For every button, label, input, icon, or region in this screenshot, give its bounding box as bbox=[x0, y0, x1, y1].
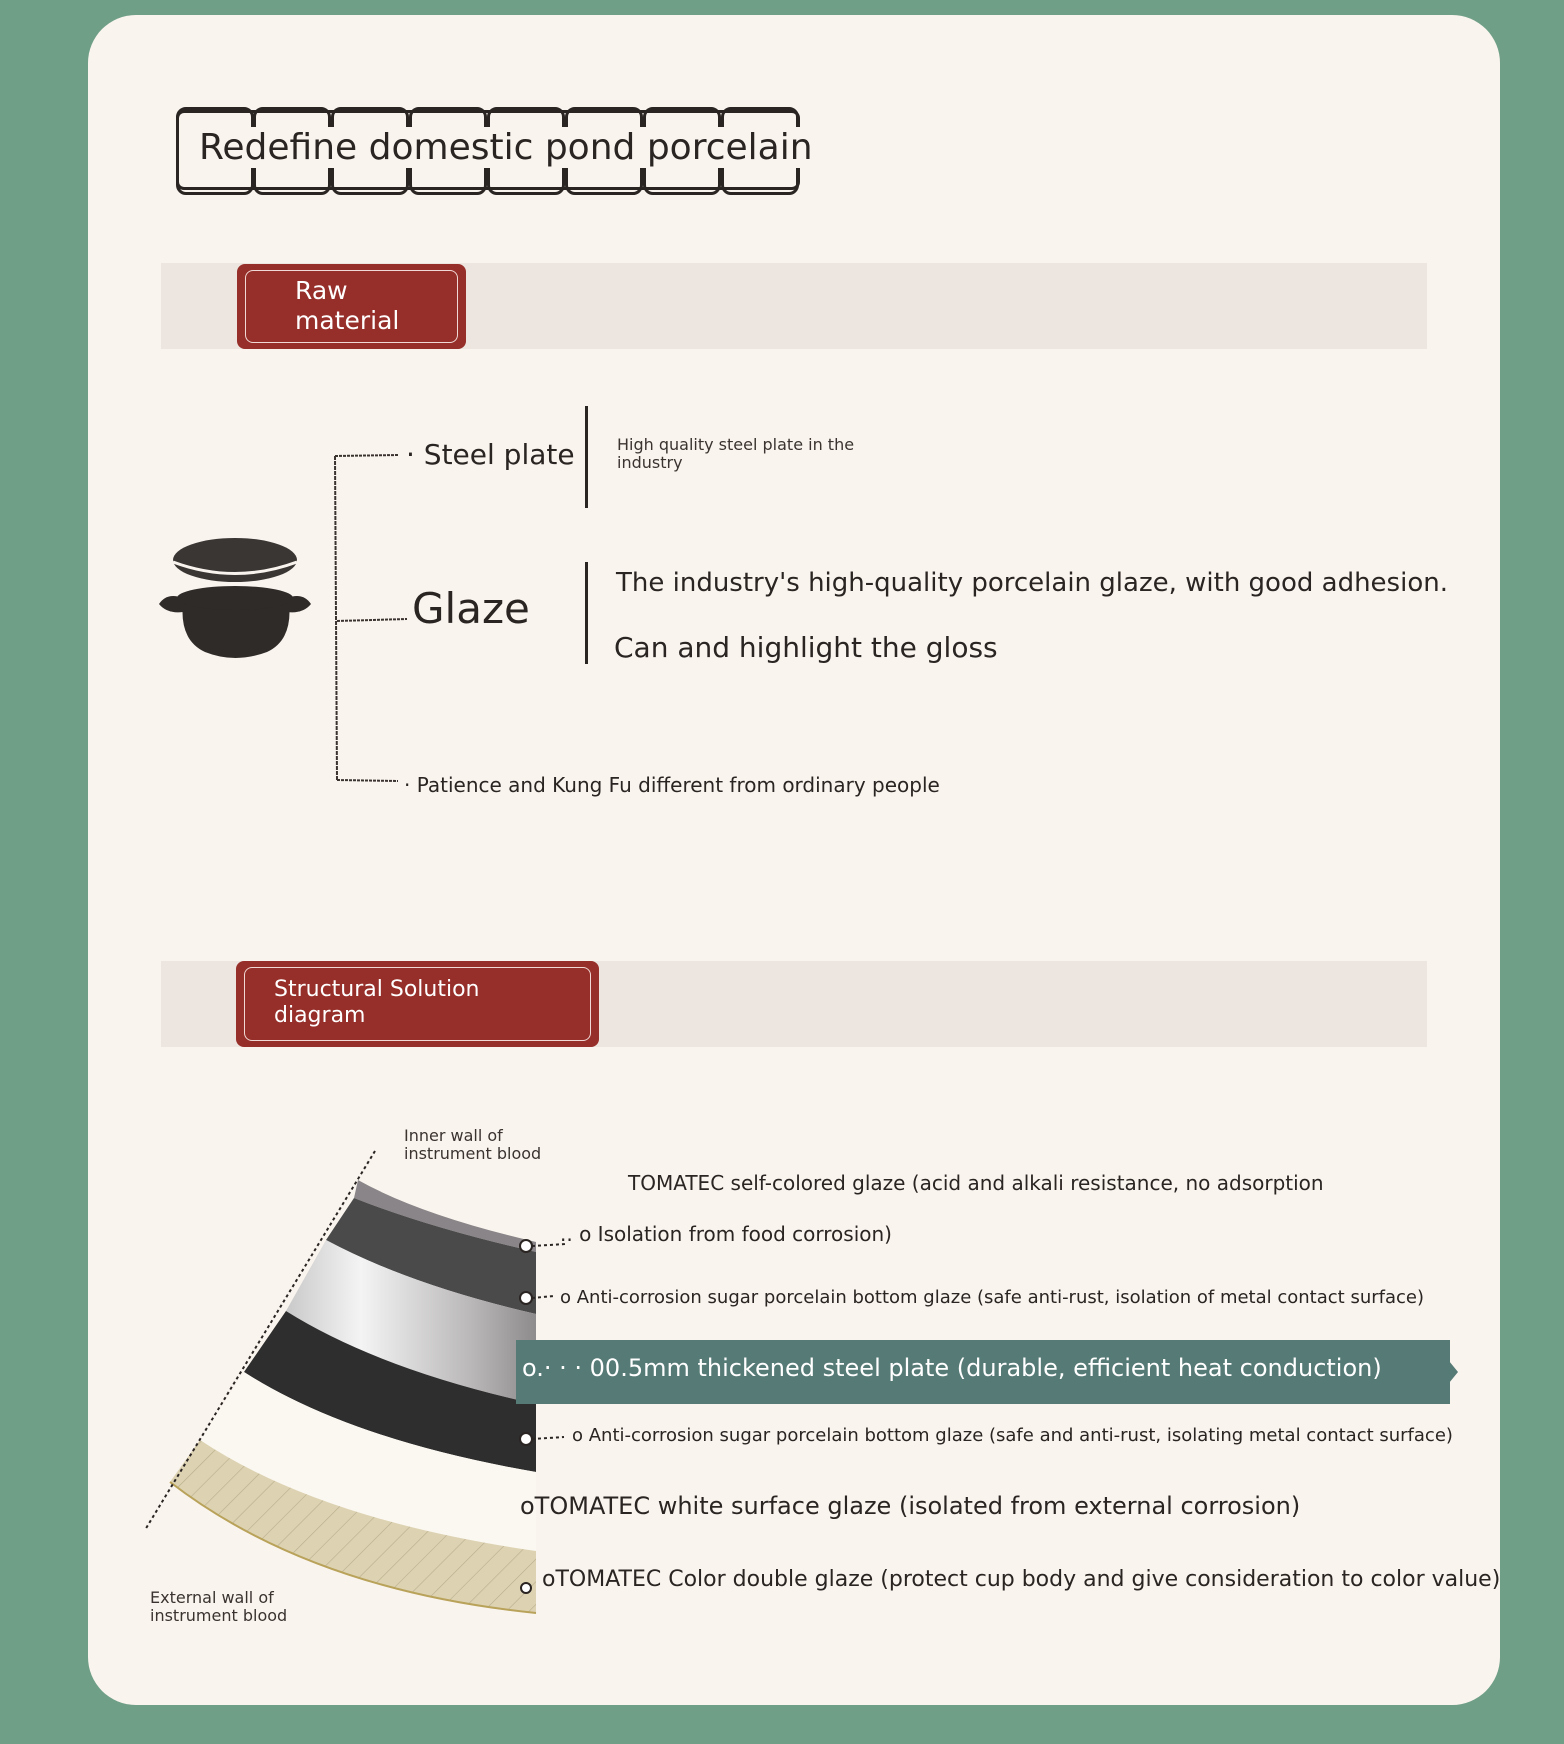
section-tag-line2: material bbox=[295, 306, 400, 335]
section-tag-line2: diagram bbox=[274, 1003, 366, 1028]
layer-label-highlighted: o.· · · 00.5mm thickened steel plate (durable, efficient heat conduction) bbox=[522, 1354, 1382, 1382]
inner-wall-label-line2: instrument blood bbox=[404, 1144, 542, 1163]
materials-bracket-graphic bbox=[155, 440, 425, 800]
highlight-brush-tip bbox=[1440, 1350, 1458, 1394]
material-steel-desc-line2: industry bbox=[617, 453, 683, 472]
layer-label: oTOMATEC Color double glaze (protect cup body and give consideration to color value) bbox=[542, 1567, 1501, 1592]
inner-wall-label-line1: Inner wall of bbox=[404, 1126, 503, 1145]
layer-label: .. o Isolation from food corrosion) bbox=[560, 1222, 892, 1246]
material-steel-desc bbox=[617, 436, 877, 472]
material-glaze-desc-line2: Can and highlight the gloss bbox=[614, 631, 998, 664]
divider-bar bbox=[585, 406, 588, 508]
material-steel-name: · Steel plate bbox=[406, 438, 575, 471]
section-tag-line1: Structural Solution bbox=[274, 977, 480, 1002]
material-patience-name: · Patience and Kung Fu different from ordinary people bbox=[404, 773, 940, 797]
layer-label: oTOMATEC white surface glaze (isolated from external corrosion) bbox=[520, 1492, 1301, 1520]
page-title: Redefine domestic pond porcelain bbox=[195, 127, 817, 168]
section-tag-structural bbox=[236, 961, 599, 1047]
layer-label: o Anti-corrosion sugar porcelain bottom glaze (safe anti-rust, isolation of metal contact surface) bbox=[560, 1287, 1424, 1308]
layer-label: TOMATEC self-colored glaze (acid and alkali resistance, no adsorption bbox=[628, 1171, 1324, 1195]
material-glaze-name: Glaze bbox=[412, 584, 530, 633]
divider-bar bbox=[585, 562, 588, 664]
layer-connectors bbox=[514, 1230, 574, 1600]
layer-cross-section bbox=[140, 1140, 560, 1620]
material-steel-desc-line1: High quality steel plate in the bbox=[617, 435, 855, 454]
page-title-box bbox=[176, 110, 813, 190]
section-tag-line1: Raw bbox=[295, 276, 348, 305]
pot-icon bbox=[159, 538, 311, 658]
section-tag-raw-material bbox=[237, 264, 466, 349]
external-wall-label-line1: External wall of bbox=[150, 1588, 274, 1607]
external-wall-label-line2: instrument blood bbox=[150, 1606, 288, 1625]
material-glaze-desc-line1: The industry's high-quality porcelain glaze, with good adhesion. bbox=[616, 568, 1448, 598]
layer-label: o Anti-corrosion sugar porcelain bottom glaze (safe and anti-rust, isolating metal contact surface) bbox=[572, 1425, 1453, 1446]
